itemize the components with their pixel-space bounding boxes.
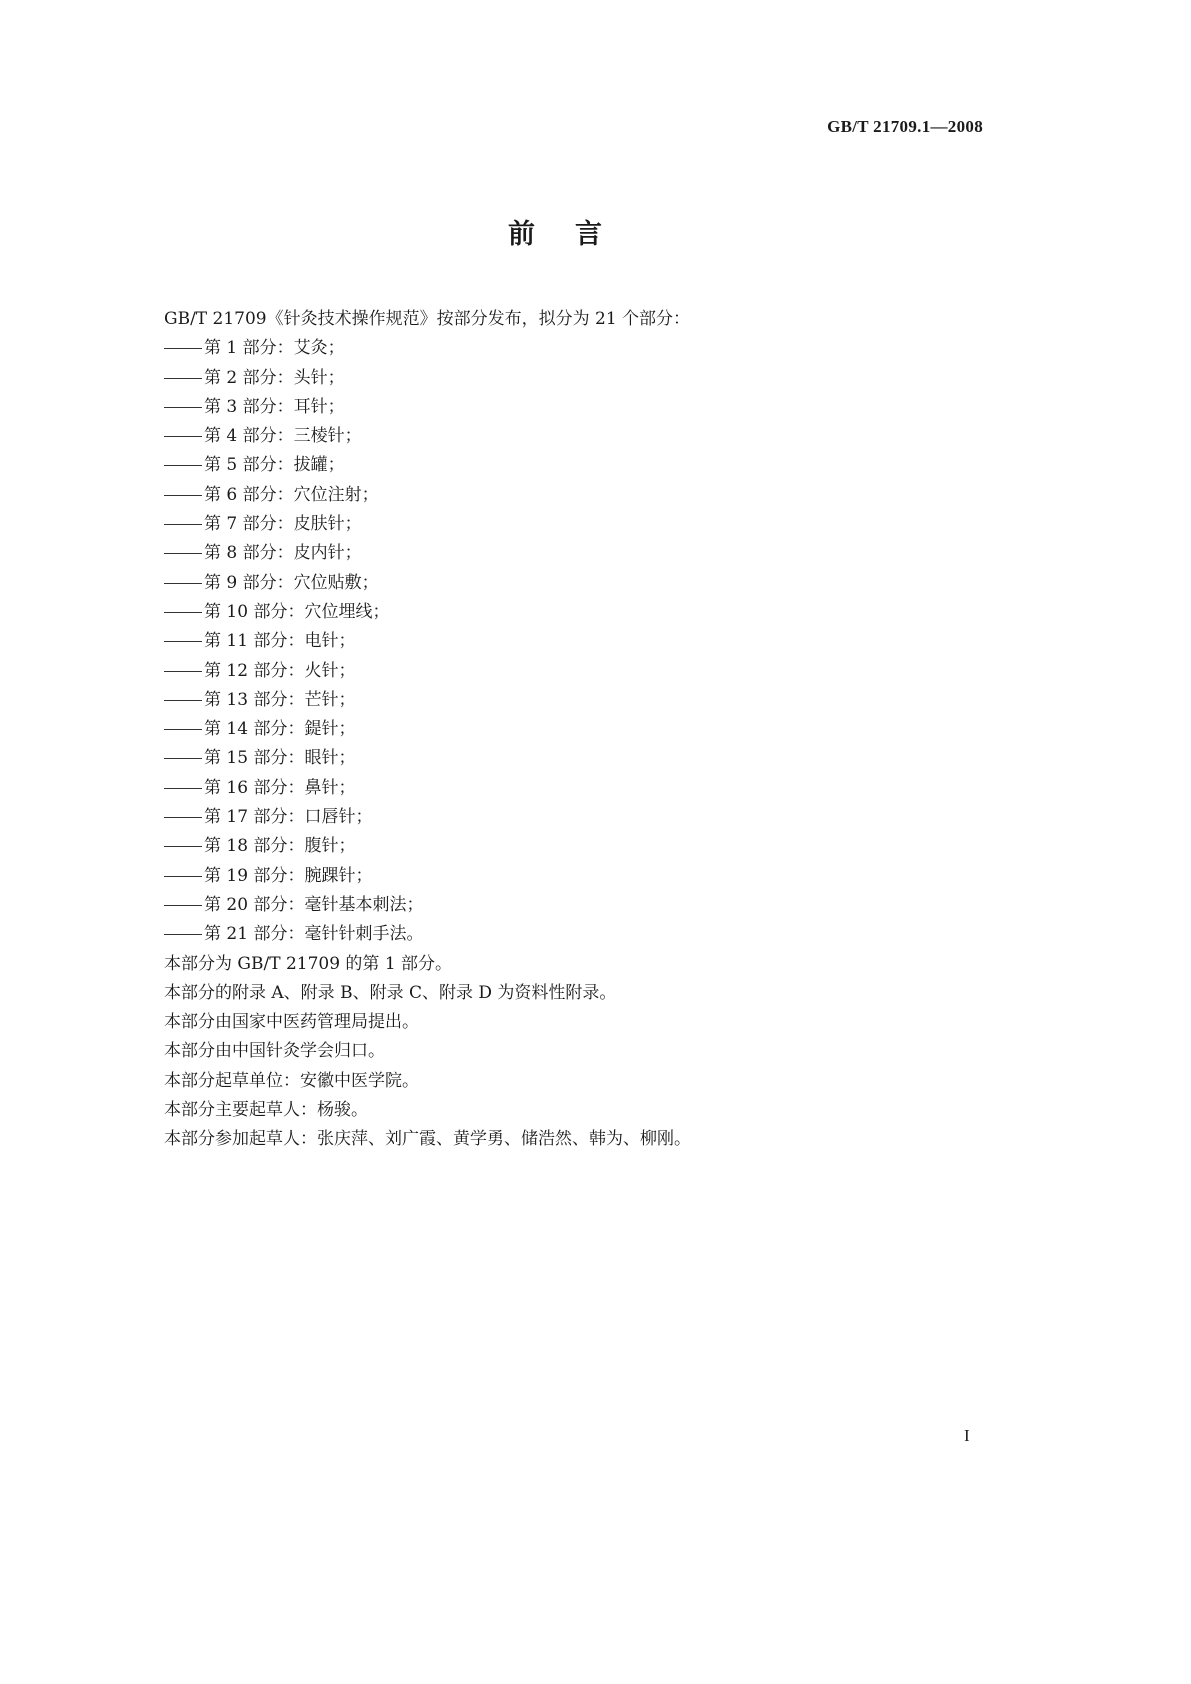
list-item — [164, 364, 691, 393]
paragraph: 本部分参加起草人：张庆萍、刘广霞、黄学勇、储浩然、韩为、柳刚。 — [164, 1129, 691, 1150]
list-item-text: 第 16 部分：鼻针； — [204, 777, 356, 798]
list-item — [164, 862, 691, 891]
list-item-text: 第 9 部分：穴位贴敷； — [204, 572, 379, 593]
em-dash — [164, 465, 202, 466]
paragraphs — [164, 950, 691, 1155]
list-item — [164, 744, 691, 773]
em-dash — [164, 436, 202, 437]
list-item — [164, 657, 691, 686]
em-dash — [164, 729, 202, 730]
em-dash — [164, 758, 202, 759]
list-item-text: 第 4 部分：三棱针； — [204, 426, 362, 447]
parts-list — [164, 334, 691, 949]
em-dash — [164, 817, 202, 818]
list-item — [164, 539, 691, 568]
em-dash — [164, 846, 202, 847]
list-item — [164, 920, 691, 949]
list-item — [164, 510, 691, 539]
list-item-text: 第 3 部分：耳针； — [204, 396, 345, 417]
list-item — [164, 393, 691, 422]
list-item — [164, 481, 691, 510]
em-dash — [164, 788, 202, 789]
list-item-text: 第 7 部分：皮肤针； — [204, 514, 362, 535]
paragraph: 本部分为 GB/T 21709 的第 1 部分。 — [164, 953, 453, 974]
page-title: 前言 — [508, 219, 642, 250]
list-item-text: 第 15 部分：眼针； — [204, 748, 356, 769]
em-dash — [164, 553, 202, 554]
em-dash — [164, 700, 202, 701]
list-item-text: 第 20 部分：毫针基本刺法； — [204, 894, 424, 915]
em-dash — [164, 641, 202, 642]
list-item-text: 第 1 部分：艾灸； — [204, 338, 345, 359]
list-item-text: 第 21 部分：毫针针刺手法。 — [204, 924, 424, 945]
list-item — [164, 569, 691, 598]
list-item-text: 第 8 部分：皮内针； — [204, 543, 362, 564]
list-item — [164, 891, 691, 920]
list-item — [164, 627, 691, 656]
em-dash — [164, 524, 202, 525]
list-item-text: 第 6 部分：穴位注射； — [204, 484, 379, 505]
list-item — [164, 832, 691, 861]
list-item — [164, 451, 691, 480]
list-item — [164, 774, 691, 803]
paragraph: 本部分起草单位：安徽中医学院。 — [164, 1070, 419, 1091]
list-item-text: 第 12 部分：火针； — [204, 660, 356, 681]
page-number: I — [964, 1426, 970, 1445]
paragraph: 本部分由国家中医药管理局提出。 — [164, 1012, 419, 1033]
paragraph: 本部分的附录 A、附录 B、附录 C、附录 D 为资料性附录。 — [164, 982, 617, 1003]
list-item-text: 第 5 部分：拔罐； — [204, 455, 345, 476]
paragraph: 本部分由中国针灸学会归口。 — [164, 1041, 385, 1062]
list-item-text: 第 14 部分：鍉针； — [204, 719, 356, 740]
list-item-text: 第 18 部分：腹针； — [204, 836, 356, 857]
intro-paragraph: GB/T 21709《针灸技术操作规范》按部分发布，拟分为 21 个部分： — [164, 309, 691, 329]
em-dash — [164, 378, 202, 379]
list-item-text: 第 2 部分：头针； — [204, 367, 345, 388]
em-dash — [164, 876, 202, 877]
em-dash — [164, 671, 202, 672]
em-dash — [164, 934, 202, 935]
em-dash — [164, 407, 202, 408]
em-dash — [164, 612, 202, 613]
list-item-text: 第 17 部分：口唇针； — [204, 807, 373, 828]
list-item — [164, 598, 691, 627]
list-item-text: 第 10 部分：穴位埋线； — [204, 601, 390, 622]
list-item — [164, 686, 691, 715]
standard-number: GB/T 21709.1—2008 — [827, 117, 983, 136]
list-item — [164, 715, 691, 744]
em-dash — [164, 495, 202, 496]
list-item-text: 第 13 部分：芒针； — [204, 689, 356, 710]
list-item — [164, 803, 691, 832]
list-item — [164, 422, 691, 451]
paragraph: 本部分主要起草人：杨骏。 — [164, 1100, 368, 1121]
em-dash — [164, 905, 202, 906]
document-body — [164, 305, 691, 1155]
list-item-text: 第 19 部分：腕踝针； — [204, 865, 373, 886]
em-dash — [164, 583, 202, 584]
em-dash — [164, 348, 202, 349]
list-item-text: 第 11 部分：电针； — [204, 631, 356, 652]
list-item — [164, 334, 691, 363]
